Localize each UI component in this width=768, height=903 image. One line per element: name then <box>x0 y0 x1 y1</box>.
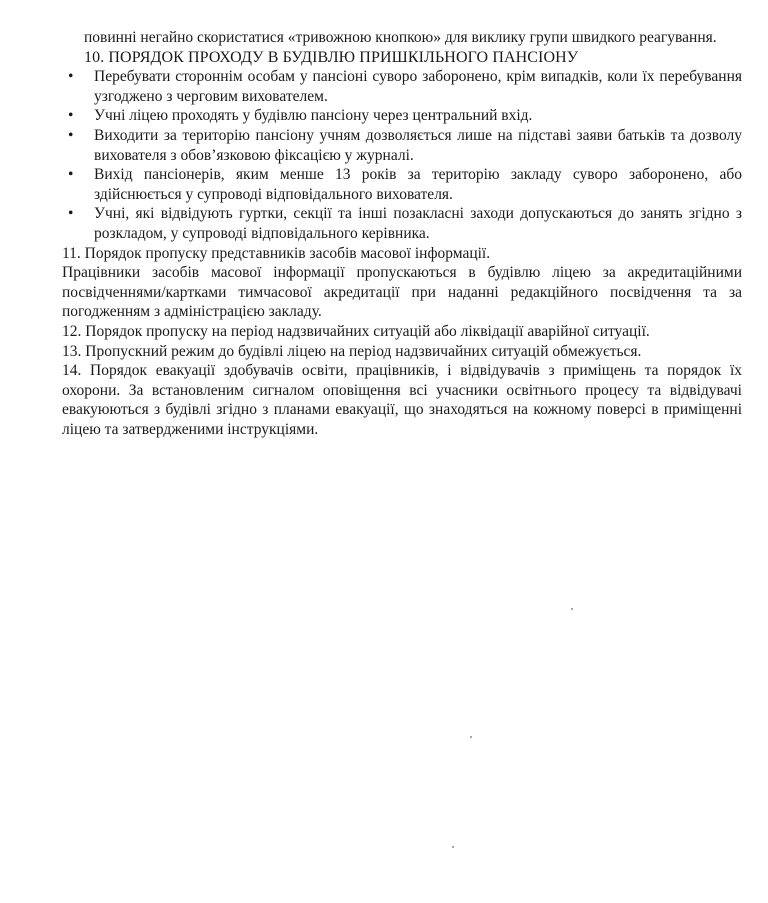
section-11-body: Працівники засобів масової інформації пропускаються в будівлю ліцею за акредитаційними посвідченнями/картками тимчасової акредитації при наданні редакційного посвідчення та за погодженням з адміністрацією закладу. <box>62 264 742 321</box>
list-item: • Вихід пансіонерів, яким менше 13 років за територію закладу суворо заборонено, або здійснюється у супроводі відповідального вихователя. <box>62 165 742 204</box>
scan-speck <box>571 608 573 610</box>
list-item: • Учні, які відвідують гуртки, секції та інші позакласні заходи допускаються до занять згідно з розкладом, у супроводі відповідального керівника. <box>62 204 742 243</box>
list-item: • Виходити за територію пансіону учням дозволяється лише на підставі заяви батьків та дозволу вихователя з обов’язковою фіксацією у журналі. <box>62 126 742 165</box>
section-10-heading: 10. ПОРЯДОК ПРОХОДУ В БУДІВЛЮ ПРИШКІЛЬНОГО ПАНСІОНУ <box>84 48 579 66</box>
list-item: • Учні ліцею проходять у будівлю пансіону через центральний вхід. <box>62 106 742 126</box>
document-page <box>62 28 742 439</box>
section-14-paragraph: 14. Порядок евакуації здобувачів освіти, працівників, і відвідувачів з приміщень та порядок їх охорони. За встановленим сигналом оповіщення всі учасники освітнього процесу та відвідувачі евакуюються з будівлі згідно з планами евакуації, що знаходяться на кожному поверсі в приміщенні ліцею та затвердженими інструкціями. <box>62 362 742 438</box>
section-13-paragraph: 13. Пропускний режим до будівлі ліцею на період надзвичайних ситуацій обмежується. <box>62 342 642 360</box>
scan-speck <box>470 736 472 738</box>
list-item: • Перебувати стороннім особам у пансіоні суворо заборонено, крім випадків, коли їх перебування узгоджено з черговим вихователем. <box>62 67 742 106</box>
section-11-title: 11. Порядок пропуску представників засобів масової інформації. <box>62 244 491 262</box>
section-12-paragraph: 12. Порядок пропуску на період надзвичайних ситуацій або ліквідації аварійної ситуації. <box>62 322 650 340</box>
intro-continuation: повинні негайно скористатися «тривожною кнопкою» для виклику групи швидкого реагування. <box>84 29 717 46</box>
section-10-bullet-list <box>62 67 742 243</box>
scan-speck <box>452 846 454 848</box>
